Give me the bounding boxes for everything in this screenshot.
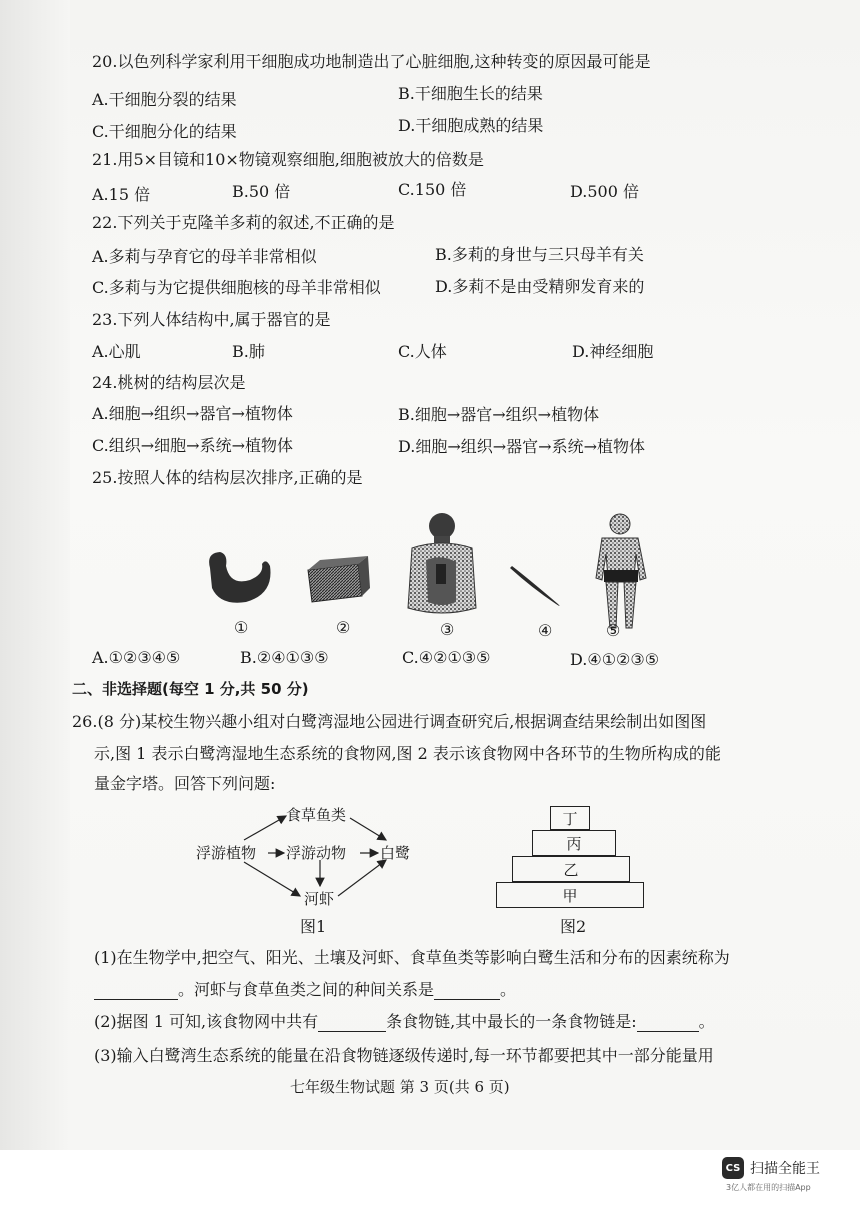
scanner-logo-icon: CS bbox=[722, 1157, 744, 1179]
q25-label-2: ② bbox=[336, 618, 351, 637]
q25-option-b: B.②④①③⑤ bbox=[240, 648, 329, 667]
node-plankton-plant: 浮游植物 bbox=[196, 844, 257, 862]
q22-stem: 22.下列关于克隆羊多莉的叙述,不正确的是 bbox=[92, 213, 395, 232]
q25-label-1: ① bbox=[234, 618, 249, 637]
q26-stem-line2: 示,图 1 表示白鹭湾湿地生态系统的食物网,图 2 表示该食物网中各环节的生物所构成的能 bbox=[94, 744, 721, 763]
q21-option-c: C.150 倍 bbox=[398, 180, 467, 199]
fig1-caption: 图1 bbox=[300, 917, 327, 936]
answer-blank-1[interactable] bbox=[94, 983, 178, 1000]
tissue-image bbox=[308, 556, 370, 602]
q21-option-d: D.500 倍 bbox=[570, 182, 639, 201]
q22-option-a: A.多莉与孕育它的母羊非常相似 bbox=[92, 247, 317, 266]
q20-option-b: B.干细胞生长的结果 bbox=[398, 84, 543, 103]
node-herbivore-fish: 食草鱼类 bbox=[286, 806, 347, 824]
q26-part1-line1: (1)在生物学中,把空气、阳光、土壤及河虾、食草鱼类等影响白鹭生活和分布的因素统称为 bbox=[94, 948, 730, 967]
q22-option-b: B.多莉的身世与三只母羊有关 bbox=[435, 245, 644, 264]
q23-option-b: B.肺 bbox=[232, 342, 265, 361]
q25-option-c: C.④②①③⑤ bbox=[402, 648, 491, 667]
q25-figure bbox=[190, 508, 660, 648]
q24-option-b: B.细胞→器官→组织→植物体 bbox=[398, 405, 600, 424]
answer-blank-4[interactable] bbox=[637, 1015, 699, 1032]
q20-stem: 20.以色列科学家利用干细胞成功地制造出了心脏细胞,这种转变的原因最可能是 bbox=[92, 52, 651, 71]
scanner-subtitle: 3亿人都在用的扫描App bbox=[726, 1183, 811, 1192]
pyramid-level-jia: 甲 bbox=[496, 882, 644, 908]
q25-stem: 25.按照人体的结构层次排序,正确的是 bbox=[92, 468, 363, 487]
q21-option-a: A.15 倍 bbox=[92, 185, 151, 204]
q23-option-c: C.人体 bbox=[398, 342, 447, 361]
pyramid-level-ding: 丁 bbox=[550, 806, 590, 830]
arrow-plant-to-shrimp bbox=[244, 862, 300, 896]
arrow-plant-to-fish bbox=[244, 816, 286, 840]
q21-option-b: B.50 倍 bbox=[232, 182, 291, 201]
q26-stem-line1: 26.(8 分)某校生物兴趣小组对白鹭湾湿地公园进行调查研究后,根据调查结果绘制出如图图 bbox=[72, 712, 707, 731]
page-shadow bbox=[0, 0, 70, 1150]
q21-stem: 21.用5×目镜和10×物镜观察细胞,细胞被放大的倍数是 bbox=[92, 150, 484, 169]
q25-option-d: D.④①②③⑤ bbox=[570, 650, 660, 669]
q26-part3: (3)输入白鹭湾生态系统的能量在沿食物链逐级传递时,每一环节都要把其中一部分能量用 bbox=[94, 1046, 714, 1065]
human-body-image bbox=[596, 514, 646, 628]
q23-option-a: A.心肌 bbox=[92, 342, 141, 361]
q20-option-a: A.干细胞分裂的结果 bbox=[92, 90, 237, 109]
torso-system-image bbox=[408, 513, 476, 613]
q25-label-3: ③ bbox=[440, 620, 455, 639]
q20-option-d: D.干细胞成熟的结果 bbox=[398, 116, 544, 135]
q24-option-d: D.细胞→组织→器官→系统→植物体 bbox=[398, 437, 645, 456]
stomach-image bbox=[209, 552, 270, 603]
page-footer: 七年级生物试题 第 3 页(共 6 页) bbox=[290, 1078, 510, 1096]
q26-part1-line2: 。河虾与食草鱼类之间的种间关系是 。 bbox=[94, 980, 516, 1000]
arrow-fish-to-egret bbox=[350, 818, 386, 840]
node-shrimp: 河虾 bbox=[304, 890, 335, 908]
node-egret: 白鹭 bbox=[380, 844, 411, 862]
scanner-title: 扫描全能王 bbox=[750, 1161, 820, 1177]
q25-label-4: ④ bbox=[538, 621, 553, 640]
answer-blank-3[interactable] bbox=[318, 1015, 386, 1032]
q26-part2: (2)据图 1 可知,该食物网中共有 条食物链,其中最长的一条食物链是: 。 bbox=[94, 1012, 715, 1031]
cell-image bbox=[510, 566, 560, 606]
q23-stem: 23.下列人体结构中,属于器官的是 bbox=[92, 310, 331, 329]
pyramid-level-yi: 乙 bbox=[512, 856, 630, 882]
q25-option-a: A.①②③④⑤ bbox=[92, 648, 181, 667]
q20-option-c: C.干细胞分化的结果 bbox=[92, 122, 237, 141]
arrow-shrimp-to-egret bbox=[338, 860, 386, 896]
q22-option-d: D.多莉不是由受精卵发育来的 bbox=[435, 277, 645, 296]
pyramid-level-bing: 丙 bbox=[532, 830, 616, 856]
q24-stem: 24.桃树的结构层次是 bbox=[92, 373, 246, 392]
scanner-watermark bbox=[722, 1157, 842, 1197]
q24-option-c: C.组织→细胞→系统→植物体 bbox=[92, 436, 293, 455]
q26-stem-line3: 量金字塔。回答下列问题: bbox=[94, 774, 276, 793]
q23-option-d: D.神经细胞 bbox=[572, 342, 654, 361]
answer-blank-2[interactable] bbox=[434, 983, 500, 1000]
q25-label-5: ⑤ bbox=[606, 621, 621, 640]
node-plankton-animal: 浮游动物 bbox=[286, 844, 347, 862]
fig2-caption: 图2 bbox=[560, 917, 587, 936]
section-heading: 二、非选择题(每空 1 分,共 50 分) bbox=[72, 680, 309, 698]
food-web-diagram bbox=[190, 800, 430, 910]
q22-option-c: C.多莉与为它提供细胞核的母羊非常相似 bbox=[92, 278, 381, 297]
q24-option-a: A.细胞→组织→器官→植物体 bbox=[92, 404, 293, 423]
